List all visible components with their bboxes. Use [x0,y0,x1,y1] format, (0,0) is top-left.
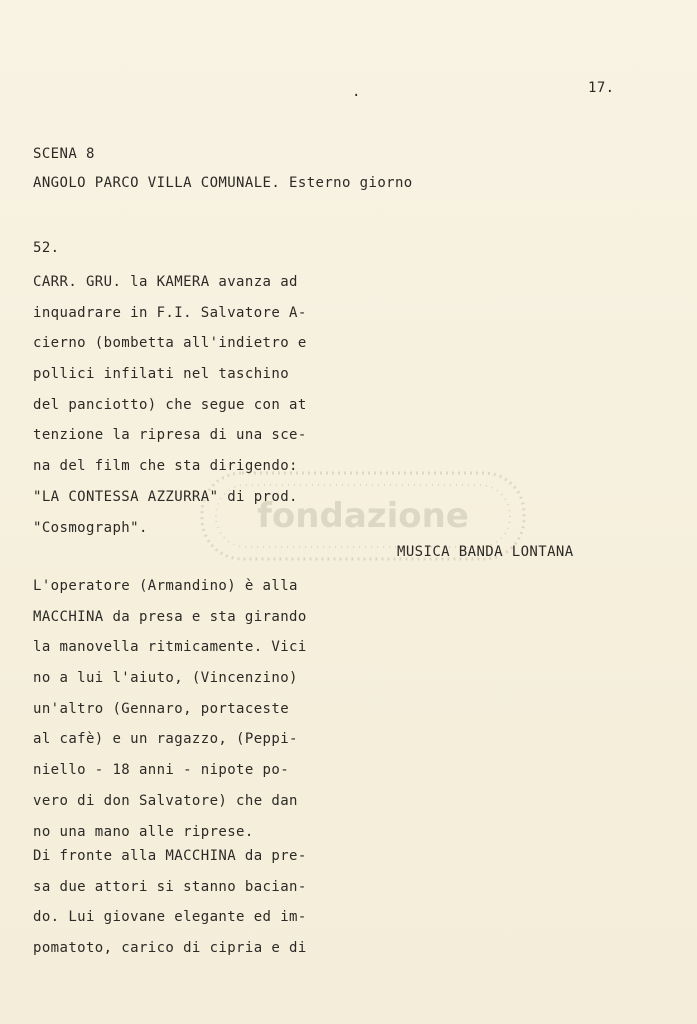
description-line: CARR. GRU. la KAMERA avanza ad [33,274,298,290]
description-line: no a lui l'aiuto, (Vincenzino) [33,670,298,687]
description-line: pollici infilati nel taschino [33,366,290,383]
description-line: Di fronte alla MACCHINA da pre- [33,848,307,864]
svg-text:fondazione: fondazione [257,496,469,536]
description-line: al cafè) e un ragazzo, (Peppi- [33,731,298,748]
scene-location: ANGOLO PARCO VILLA COMUNALE. Esterno giorno [33,175,413,191]
description-line: sa due attori si stanno bacian- [33,878,307,895]
description-paragraph-3 [33,848,363,971]
description-line: cierno (bombetta all'indietro e [33,335,307,352]
description-line: tenzione la ripresa di una sce- [33,427,307,444]
sound-cue: MUSICA BANDA LONTANA [397,544,574,560]
description-paragraph-2 [33,578,363,854]
header-mark: . [352,84,361,100]
description-line: "Cosmograph". [33,519,148,536]
description-paragraph-1 [33,274,363,550]
description-line: na del film che sta dirigendo: [33,458,298,475]
description-line: del panciotto) che segue con at [33,396,307,413]
page-number: 17. [588,80,615,96]
description-line: MACCHINA da presa e sta girando [33,608,307,625]
shot-number: 52. [33,240,60,256]
description-line: la manovella ritmicamente. Vici [33,639,307,656]
description-line: no una mano alle riprese. [33,823,254,840]
scene-title: SCENA 8 [33,146,95,162]
description-line: vero di don Salvatore) che dan [33,792,298,809]
description-line: pomatoto, carico di cipria e di [33,940,307,957]
description-line: un'altro (Gennaro, portaceste [33,700,290,717]
description-line: inquadrare in F.I. Salvatore A- [33,304,307,321]
description-line: L'operatore (Armandino) è alla [33,578,298,594]
description-line: do. Lui giovane elegante ed im- [33,909,307,926]
description-line: "LA CONTESSA AZZURRA" di prod. [33,488,298,505]
description-line: niello - 18 anni - nipote po- [33,762,290,779]
